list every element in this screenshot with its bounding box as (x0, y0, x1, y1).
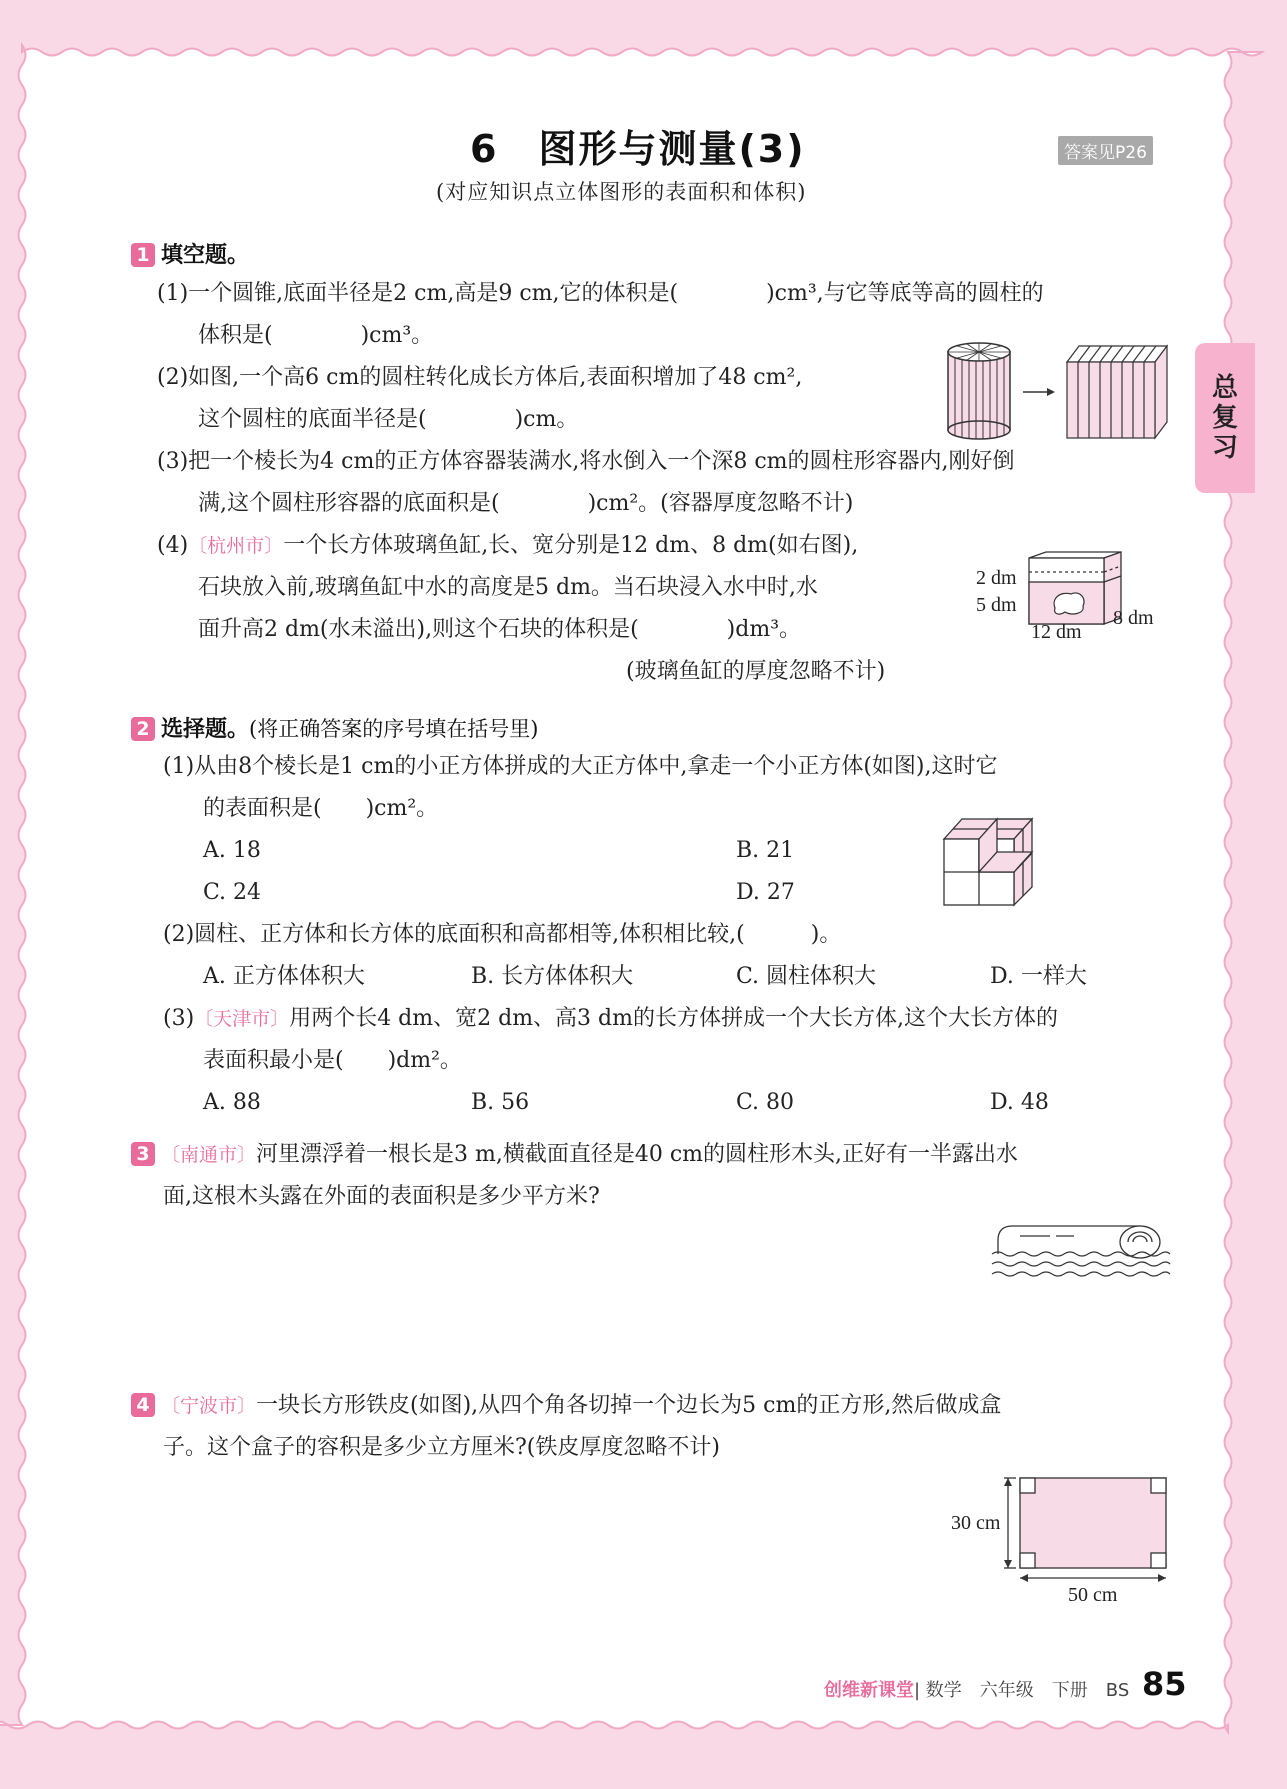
tank-label-2dm: 2 dm (976, 567, 1017, 589)
s2-q1-option-b: B. 21 (736, 838, 795, 863)
cylinder-to-cuboid-figure (945, 340, 1175, 442)
footer-info (824, 1676, 1129, 1702)
floating-log-figure (990, 1222, 1172, 1284)
section-2-heading (131, 712, 538, 743)
s1-q2-line2: 这个圆柱的底面半径是( )cm。 (198, 407, 579, 432)
s4-region-tag: 〔宁波市〕 (161, 1395, 257, 1417)
s2-q1-line2: 的表面积是( )cm²。 (203, 796, 439, 821)
page-title: 6 图形与测量(3) (470, 127, 806, 171)
s2-q3-prefix: (3) (163, 1006, 195, 1031)
sheet-label-width: 50 cm (1068, 1584, 1118, 1606)
s1-q4-text-1: 一个长方体玻璃鱼缸,长、宽分别是12 dm、8 dm(如右图), (283, 533, 859, 558)
cylinder-shape (948, 343, 1010, 439)
s2-q1-option-c: C. 24 (203, 880, 262, 905)
s1-q4-line2: 石块放入前,玻璃鱼缸中水的高度是5 dm。当石块浸入水中时,水 (198, 575, 818, 600)
s3-region-tag: 〔南通市〕 (161, 1144, 257, 1166)
iron-sheet-figure (996, 1472, 1176, 1592)
s2-q2-option-b: B. 长方体体积大 (471, 964, 634, 989)
tank-label-5dm: 5 dm (976, 594, 1017, 616)
s1-q1-line2: 体积是( )cm³。 (198, 323, 434, 348)
s3-text-1: 河里漂浮着一根长是3 m,横截面直径是40 cm的圆柱形木头,正好有一半露出水 (256, 1142, 1019, 1167)
s2-q3-line1 (163, 1004, 1058, 1034)
s2-q2-option-d: D. 一样大 (990, 964, 1087, 989)
section-1-heading (131, 238, 249, 269)
s2-q1-option-d: D. 27 (736, 880, 795, 905)
section-1-number: 1 (131, 243, 155, 267)
s2-q2-option-a: A. 正方体体积大 (203, 964, 365, 989)
footer-book-info: | 数学 六年级 下册 BS (914, 1680, 1130, 1701)
section-2-note: (将正确答案的序号填在括号里) (249, 717, 539, 741)
s2-q1-option-a: A. 18 (203, 838, 261, 863)
section-2-number: 2 (131, 717, 155, 741)
s2-q3-line2: 表面积最小是( )dm²。 (203, 1048, 462, 1073)
s2-q2-line1: (2)圆柱、正方体和长方体的底面积和高都相等,体积相比较,( )。 (163, 922, 842, 947)
answer-reference-badge: 答案见P26 (1058, 136, 1153, 165)
stone-shape (1054, 593, 1084, 614)
section-1-title: 填空题。 (161, 243, 250, 268)
s2-q3-option-d: D. 48 (990, 1090, 1049, 1115)
s1-q4-line1 (157, 531, 858, 561)
s2-q3-text-1: 用两个长4 dm、宽2 dm、高3 dm的长方体拼成一个大长方体,这个大长方体的 (289, 1006, 1058, 1031)
section-4-number: 4 (131, 1393, 155, 1417)
s2-q3-option-c: C. 80 (736, 1090, 795, 1115)
side-tab (1195, 343, 1255, 493)
s1-q4-prefix: (4) (157, 533, 189, 558)
s2-q2-option-c: C. 圆柱体积大 (736, 964, 877, 989)
s2-q3-option-a: A. 88 (203, 1090, 261, 1115)
s1-q4-line3: 面升高2 dm(水未溢出),则这个石块的体积是( )dm³。 (198, 617, 802, 642)
s1-q3-line2: 满,这个圆柱形容器的底面积是( )cm²。(容器厚度忽略不计) (198, 491, 854, 516)
side-tab-label: 总复习 (1211, 373, 1238, 463)
s2-q3-region-tag: 〔天津市〕 (194, 1008, 290, 1030)
page-subtitle: (对应知识点立体图形的表面积和体积) (436, 180, 807, 204)
s2-q3-option-b: B. 56 (471, 1090, 530, 1115)
s1-q1-line1: (1)一个圆锥,底面半径是2 cm,高是9 cm,它的体积是( )cm³,与它等底等高的圆柱的 (157, 281, 1044, 306)
section-3-number: 3 (131, 1142, 155, 1166)
section-4-line2: 子。这个盒子的容积是多少立方厘米?(铁皮厚度忽略不计) (163, 1435, 720, 1460)
s4-text-1: 一块长方形铁皮(如图),从四个角各切掉一个边长为5 cm的正方形,然后做成盒 (256, 1393, 1002, 1418)
footer-brand: 创维新课堂 (824, 1680, 914, 1701)
section-3-line1 (131, 1140, 1018, 1170)
s1-q4-line4: (玻璃鱼缸的厚度忽略不计) (626, 659, 886, 684)
tank-label-8dm: 8 dm (1113, 607, 1154, 629)
section-4-line1 (131, 1391, 1001, 1421)
page-number: 85 (1142, 1665, 1187, 1703)
sheet-label-height: 30 cm (951, 1512, 1001, 1534)
s1-q2-line1: (2)如图,一个高6 cm的圆柱转化成长方体后,表面积增加了48 cm², (157, 365, 803, 390)
cube-figure (940, 815, 1040, 907)
tank-label-12dm: 12 dm (1031, 621, 1082, 643)
arrow-icon (1023, 388, 1055, 396)
s1-q4-region-tag: 〔杭州市〕 (188, 535, 284, 557)
cuboid-shape (1067, 346, 1167, 438)
section-3-line2: 面,这根木头露在外面的表面积是多少平方米? (163, 1184, 600, 1209)
section-2-title: 选择题。 (161, 717, 250, 742)
s2-q1-line1: (1)从由8个棱长是1 cm的小正方体拼成的大正方体中,拿走一个小正方体(如图),这时它 (163, 754, 998, 779)
s1-q3-line1: (3)把一个棱长为4 cm的正方体容器装满水,将水倒入一个深8 cm的圆柱形容器内,刚好倒 (157, 449, 1015, 474)
